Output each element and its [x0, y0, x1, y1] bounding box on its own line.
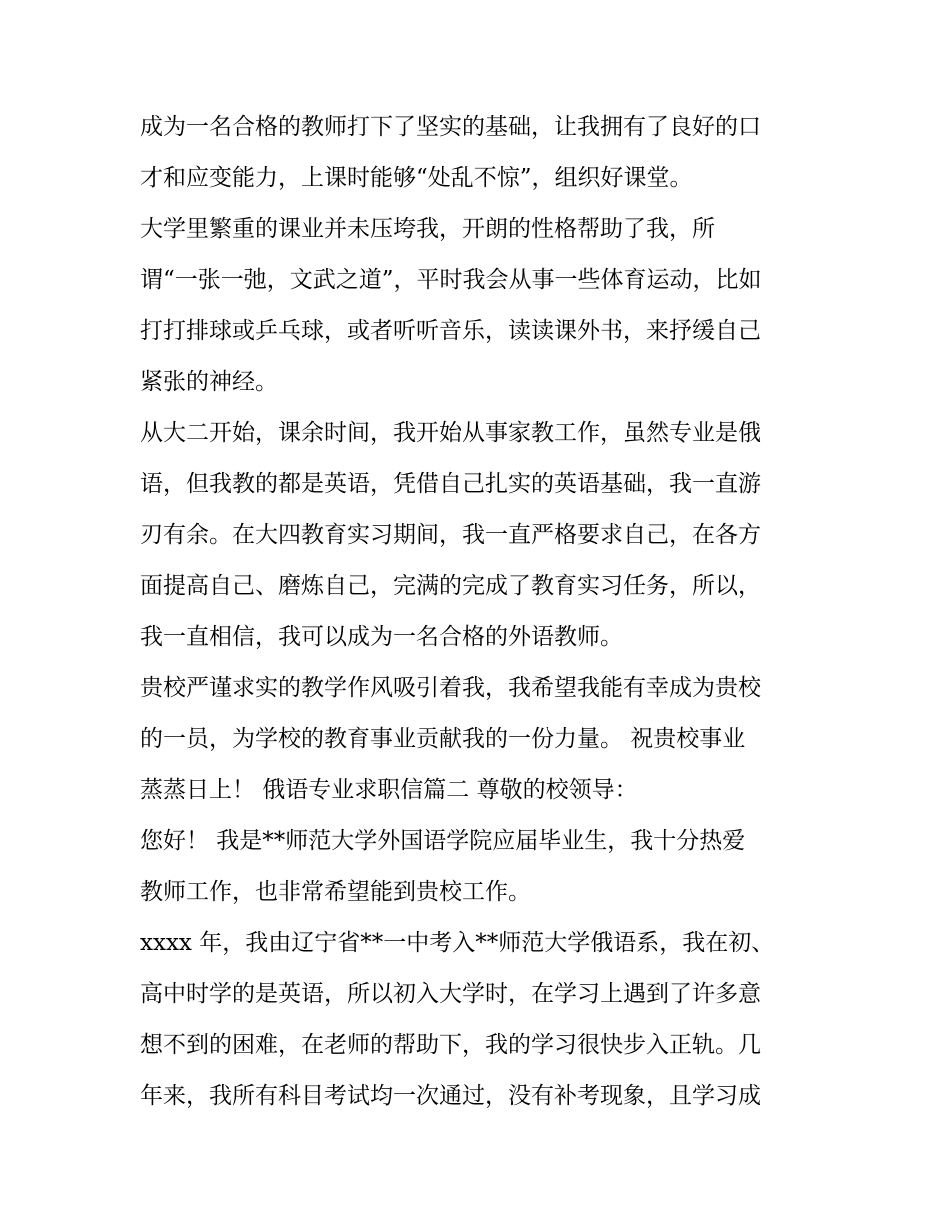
text-line: 我一直相信，我可以成为一名合格的外语教师。 [140, 624, 623, 650]
text-line: 语，但我教的都是英语，凭借自己扎实的英语基础，我一直游 [140, 471, 761, 497]
text-line: 紧张的神经。 [140, 369, 278, 395]
text-line: 才和应变能力，上课时能够“处乱不惊”，组织好课堂。 [140, 165, 693, 191]
text-line: 贵校严谨求实的教学作风吸引着我，我希望我能有幸成为贵校 [140, 675, 761, 701]
text-line: xxxx 年，我由辽宁省**一中考入**师范大学俄语系，我在初、 [140, 930, 775, 956]
text-line: 大学里繁重的课业并未压垮我，开朗的性格帮助了我，所 [140, 216, 715, 242]
text-line: 的一员，为学校的教育事业贡献我的一份力量。 祝贵校事业 [140, 726, 746, 752]
text-line: 高中时学的是英语，所以初入大学时，在学习上遇到了许多意 [140, 981, 761, 1007]
text-line: 刃有余。在大四教育实习期间，我一直严格要求自己，在各方 [140, 522, 761, 548]
text-line: 成为一名合格的教师打下了坚实的基础，让我拥有了良好的口 [140, 114, 761, 140]
text-line: 想不到的困难，在老师的帮助下，我的学习很快步入正轨。几 [140, 1032, 761, 1058]
text-line: 谓“一张一弛，文武之道”，平时我会从事一些体育运动，比如 [140, 267, 762, 293]
text-line: 从大二开始，课余时间，我开始从事家教工作，虽然专业是俄 [140, 420, 761, 446]
document-body [140, 102, 820, 1122]
text-line: 您好！ 我是**师范大学外国语学院应届毕业生，我十分热爱 [140, 828, 746, 854]
text-line: 教师工作，也非常希望能到贵校工作。 [140, 879, 531, 905]
text-line: 打打排球或乒乓球，或者听听音乐，读读课外书，来抒缓自己 [140, 318, 761, 344]
text-line: 年来，我所有科目考试均一次通过，没有补考现象，且学习成 [140, 1083, 761, 1109]
text-line: 面提高自己、磨炼自己，完满的完成了教育实习任务，所以， [140, 573, 761, 599]
text-line: 蒸蒸日上！ 俄语专业求职信篇二 尊敬的校领导： [140, 777, 638, 803]
